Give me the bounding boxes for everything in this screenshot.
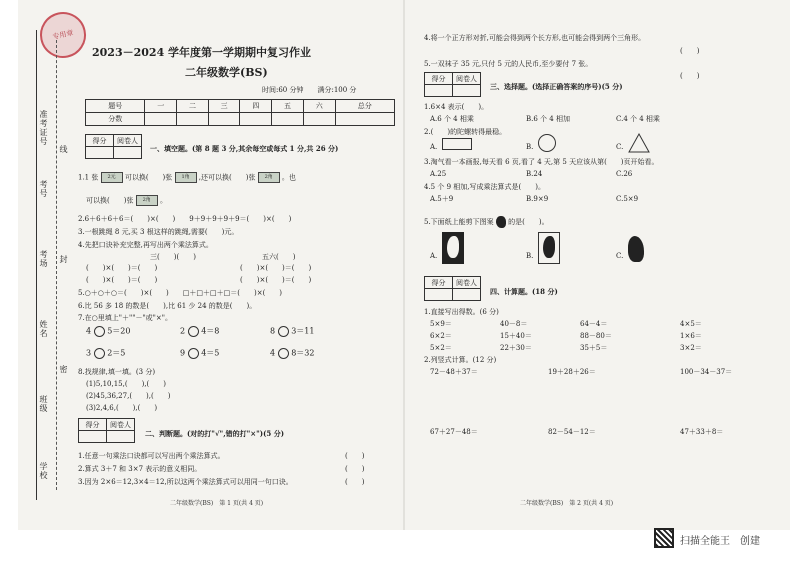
score-box-label: 得分 (86, 135, 114, 147)
q4-row: ( )×( )＝( ) (240, 264, 312, 272)
score-cell: 三 (208, 100, 240, 113)
q1-line1 (78, 172, 296, 183)
q4-head-2: 五六( ) (262, 253, 296, 261)
choice-q3: 3.淘气看一本画报,每天看 6 页,看了 4 天,第 5 天应该从第( )页开始看。 (424, 158, 659, 166)
q7-item: 8 3＝11 (270, 326, 315, 336)
score-table-header-row (86, 100, 395, 113)
q5: 5.○＋○＋○＝( )×( ) □＋□＋□＋□＝( )×( ) (78, 289, 283, 297)
calc1-title: 1.直接写出得数。(6 分) (424, 308, 499, 316)
calc-item[interactable]: 88－80＝ (580, 332, 612, 340)
score-box-label: 得分 (425, 73, 453, 85)
vertical-calc-item[interactable]: 82－54－12＝ (548, 428, 596, 436)
q7: 7.在○里填上"＋""－"或"×"。 (78, 314, 172, 322)
calc-item[interactable]: 22＋30＝ (500, 344, 532, 352)
banknote-2jiao-b: 2角 (136, 195, 158, 206)
judge-item-4: 4.将一个正方形对折,可能会得到两个长方形,也可能会得到两个三角形。 (424, 34, 646, 42)
seal-mark-seal: 封 (59, 255, 68, 264)
calc-item[interactable]: 4×5＝ (680, 320, 702, 328)
binding-label-room: 考场 (39, 250, 48, 268)
score-input-cell[interactable] (335, 113, 394, 126)
vertical-calc-item[interactable]: 100－34－37＝ (680, 368, 733, 376)
page-fold (403, 0, 405, 530)
binding-label-school: 学校 (39, 462, 48, 480)
q8-item: (1)5,10,15,( ),( ) (86, 380, 167, 388)
score-box-input[interactable] (79, 431, 107, 443)
q1-line2 (86, 195, 167, 206)
time-score-info: 时间:60 分钟 满分:100 分 (262, 86, 357, 94)
qr-code-icon (654, 528, 674, 548)
q1-text-e: 可以换( )张 (86, 196, 134, 205)
q3: 3.一根跳绳 8 元,买 3 根这样的跳绳,需要( )元。 (78, 228, 239, 236)
choice-option[interactable]: A. (430, 252, 438, 260)
q7-item: 3 2＝5 (86, 348, 126, 358)
judge-answer-paren[interactable]: ( ) (345, 465, 365, 473)
q1-text-b: 可以换( )张 (124, 173, 173, 182)
q7-item: 4 5＝20 (86, 326, 131, 336)
judge-answer-paren[interactable]: ( ) (680, 72, 700, 80)
section3-score-box (424, 72, 481, 97)
q1-text-d: 。也 (281, 173, 296, 182)
score-input-cell[interactable] (208, 113, 240, 126)
calc-item[interactable]: 5×2＝ (430, 344, 452, 352)
q2: 2.6＋6＋6＋6＝( )×( ) 9＋9＋9＋9＋9＝( )×( ) (78, 215, 292, 223)
binding-label-exam-id: 准考证号 (39, 110, 48, 146)
score-cell: 四 (240, 100, 272, 113)
binding-label-number: 考号 (39, 180, 48, 198)
operator-circle[interactable] (278, 326, 289, 337)
judge-item: 1.任意一句乘法口诀都可以写出两个乘法算式。 (78, 452, 225, 460)
calc-item[interactable]: 3×2＝ (680, 344, 702, 352)
leaf-pattern-icon (496, 216, 506, 228)
choice-option[interactable]: B. (526, 252, 534, 260)
choice-option[interactable]: B. (526, 143, 534, 151)
q7-item: 2 4＝8 (180, 326, 220, 336)
q6: 6.比 56 多 18 的数是( ),比 61 少 24 的数是( )。 (78, 302, 257, 310)
exam-title: 2023－2024 学年度第一学期期中复习作业 (92, 46, 312, 59)
choice-option[interactable]: B.9×9 (526, 195, 549, 203)
score-box-input[interactable] (425, 85, 453, 97)
operator-circle[interactable] (188, 348, 199, 359)
choice-option[interactable]: A.5＋9 (430, 195, 454, 203)
score-box-label: 得分 (425, 277, 453, 289)
scanner-watermark: 扫描全能王 创建 (680, 536, 760, 547)
score-input-cell[interactable] (145, 113, 177, 126)
operator-circle[interactable] (188, 326, 199, 337)
section1-title: 一、填空题。(第 8 题 3 分,其余每空或每式 1 分,共 26 分) (150, 144, 339, 153)
judge-answer-paren[interactable]: ( ) (345, 452, 365, 460)
choice-option[interactable]: A. (430, 143, 438, 151)
section2-score-box (78, 418, 135, 443)
q4: 4.先把口诀补充完整,再写出两个乘法算式。 (78, 241, 213, 249)
q4-row: ( )×( )＝( ) (86, 264, 158, 272)
grader-box-label: 阅卷人 (453, 277, 481, 289)
section1-score-box (85, 134, 142, 159)
score-box-label: 得分 (79, 419, 107, 431)
q8-item: (2)45,36,27,( ),( ) (86, 392, 171, 400)
score-cell: 总分 (335, 100, 394, 113)
section4-score-box (424, 276, 481, 301)
grader-box-input[interactable] (107, 431, 135, 443)
q8: 8.找规律,填一填。(3 分) (78, 368, 156, 376)
choice-option[interactable]: C.4 个 4 相乘 (616, 115, 660, 123)
section3-title: 三、选择题。(选择正确答案的序号)(5 分) (490, 82, 623, 91)
stamp-text: 专用章 (51, 28, 75, 42)
right-page-footer: 二年级数学(BS) 第 2 页(共 4 页) (520, 500, 614, 507)
score-input-cell[interactable] (177, 113, 209, 126)
score-cell: 分数 (86, 113, 145, 126)
banknote-2jiao: 2角 (258, 172, 280, 183)
operator-circle[interactable] (278, 348, 289, 359)
score-cell: 五 (272, 100, 304, 113)
section2-title: 二、判断题。(对的打"√",错的打"×")(5 分) (145, 429, 285, 438)
judge-answer-paren[interactable]: ( ) (345, 478, 365, 486)
calc-item[interactable]: 5×9＝ (430, 320, 452, 328)
grader-box-input[interactable] (114, 147, 142, 159)
score-input-cell[interactable] (240, 113, 272, 126)
rectangle-top-shape (442, 138, 472, 150)
score-box-input[interactable] (86, 147, 114, 159)
q1-text-f: 。 (159, 196, 167, 205)
choice-option[interactable]: B.6 个 4 相加 (526, 115, 570, 123)
judge-item: 3.因为 2×6＝12,3×4＝12,所以这两个乘法算式可以用同一句口诀。 (78, 478, 293, 486)
score-cell: 一 (145, 100, 177, 113)
vertical-calc-item[interactable]: 47＋33＋8＝ (680, 428, 724, 436)
calc-item[interactable]: 6×2＝ (430, 332, 452, 340)
grader-box-input[interactable] (453, 289, 481, 301)
operator-circle[interactable] (94, 348, 105, 359)
banknote-1jiao: 1角 (175, 172, 197, 183)
choice-option[interactable]: B.24 (526, 170, 543, 178)
judge-item-5: 5.一双袜子 35 元,只付 5 元的人民币,至少要付 7 张。 (424, 60, 593, 68)
section4-title: 四、计算题。(18 分) (490, 287, 558, 296)
calc-item[interactable]: 35＋5＝ (580, 344, 608, 352)
paper-pattern-a-icon (442, 232, 464, 264)
choice-q4: 4.5 个 9 相加,写成乘法算式是( )。 (424, 183, 545, 191)
q7-item: 9 4＝5 (180, 348, 220, 358)
calc-item[interactable]: 15＋40＝ (500, 332, 532, 340)
vertical-calc-item[interactable]: 72－48＋37＝ (430, 368, 478, 376)
q8-item: (3)2,4,6,( ),( ) (86, 404, 158, 412)
choice-q1: 1.6×4 表示( )。 (424, 103, 489, 111)
q7-item: 4 8＝32 (270, 348, 315, 358)
grader-box-label: 阅卷人 (107, 419, 135, 431)
seal-mark-line: 线 (59, 145, 68, 154)
calc2-title: 2.列竖式计算。(12 分) (424, 356, 497, 364)
choice-option[interactable]: C. (616, 143, 624, 151)
paper-pattern-b-icon (538, 232, 560, 264)
triangle-top-shape (628, 133, 650, 153)
binding-line (36, 30, 37, 500)
score-table (85, 99, 395, 126)
grader-box-label: 阅卷人 (114, 135, 142, 147)
choice-q2: 2.( )的陀螺转得最稳。 (424, 128, 507, 136)
choice-option[interactable]: C.5×9 (616, 195, 639, 203)
seal-dashed-line (56, 40, 57, 490)
score-table-value-row (86, 113, 395, 126)
grader-box-input[interactable] (453, 85, 481, 97)
exam-subtitle: 二年级数学(BS) (185, 66, 268, 79)
seal-mark-secret: 密 (59, 365, 68, 374)
choice-option[interactable]: C. (616, 252, 624, 260)
judge-answer-paren[interactable]: ( ) (680, 47, 700, 55)
score-cell: 六 (303, 100, 335, 113)
binding-label-class: 班级 (39, 395, 48, 413)
binding-label-name: 姓名 (39, 320, 48, 338)
judge-item: 2.算式 3＋7 和 3×7 表示的意义相同。 (78, 465, 202, 473)
choice-option[interactable]: A.25 (430, 170, 447, 178)
choice-option[interactable]: A.6 个 4 相乘 (430, 115, 474, 123)
score-input-cell[interactable] (272, 113, 304, 126)
vertical-calc-item[interactable]: 19＋28＋26＝ (548, 368, 596, 376)
vertical-calc-item[interactable]: 67＋27－48＝ (430, 428, 478, 436)
choice-q5: 5.下面纸上能剪下图案 的是( )。 (424, 218, 549, 226)
q1-text-a: 1.1 张 (78, 173, 99, 182)
q4-row: ( )×( )＝( ) (86, 276, 158, 284)
calc-item[interactable]: 40－8＝ (500, 320, 528, 328)
score-cell: 题号 (86, 100, 145, 113)
grader-box-label: 阅卷人 (453, 73, 481, 85)
q4-row: ( )×( )＝( ) (240, 276, 312, 284)
q1-text-c: ,还可以换( )张 (198, 173, 256, 182)
circle-top-shape (538, 134, 556, 152)
banknote-2yuan: 2元 (101, 172, 123, 183)
calc-item[interactable]: 64－4＝ (580, 320, 608, 328)
operator-circle[interactable] (94, 326, 105, 337)
score-cell: 二 (177, 100, 209, 113)
q4-head-1: 三( )( ) (150, 253, 196, 261)
calc-item[interactable]: 1×6＝ (680, 332, 702, 340)
left-page-footer: 二年级数学(BS) 第 1 页(共 4 页) (170, 500, 264, 507)
score-box-input[interactable] (425, 289, 453, 301)
score-input-cell[interactable] (303, 113, 335, 126)
choice-option[interactable]: C.26 (616, 170, 633, 178)
